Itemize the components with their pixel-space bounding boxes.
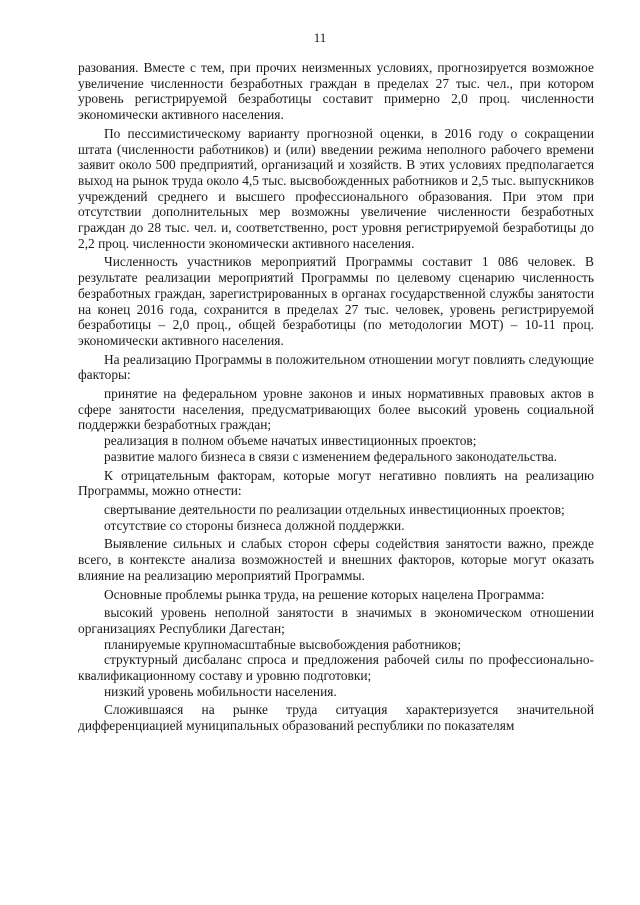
paragraph: Выявление сильных и слабых сторон сферы содействия занятости важно, прежде всего, в контексте анализа возможностей и внешних факторов, которые могут оказать влияние на реализацию мероприятий Программы.	[78, 536, 594, 583]
text-body	[78, 60, 594, 734]
paragraph: разования. Вместе с тем, при прочих неизменных условиях, прогнозируется возможное увеличение численности безработных граждан в пределах 27 тыс. чел., при котором уровень регистрируемой безработицы составит примерно 2,0 проц. численности экономически активного населения.	[78, 60, 594, 123]
paragraph: Сложившаяся на рынке труда ситуация характеризуется значительной дифференциацией муниципальных образований республики по показателям	[78, 702, 594, 734]
page-number: 11	[313, 30, 327, 45]
list-item: отсутствие со стороны бизнеса должной поддержки.	[104, 517, 405, 533]
list-item: высокий уровень неполной занятости в значимых в экономическом отношении организациях Республики Дагестан;	[78, 605, 594, 636]
list-item: структурный дисбаланс спроса и предложения рабочей силы по профессионально-квалификационному составу и уровню подготовки;	[78, 652, 594, 684]
paragraph: Численность участников мероприятий Программы составит 1 086 человек. В результате реализации мероприятий Программы по целевому сценарию численность безработных граждан, зарегистрированных в органах государственной службы занятости на конец 2016 года, сохранится в пределах 27 тыс. человек, уровень регистрируемой безработицы – 2,0 проц., общей безработицы (по методологии МОТ) – 10-11 проц. экономически активного населения.	[78, 254, 594, 348]
list-item: планируемые крупномасштабные высвобождения работников;	[104, 636, 462, 652]
paragraph: На реализацию Программы в положительном отношении могут повлиять следующие факторы:	[78, 351, 594, 383]
paragraph: По пессимистическому варианту прогнозной оценки, в 2016 году о сокращении штата (численности работников) и (или) введении режима неполного рабочего времени заявит около 500 предприятий, организаций и хозяйств. В этих условиях предполагается выход на рынок труда около 4,5 тыс. высвобожденных работников и 2,5 тыс. выпускников учреждений среднего и высшего профессионального образования. При этом при отсутствии дополнительных мер возможны увеличение численности безработных граждан до 28 тыс. чел. и, соответственно, рост уровня регистрируемой безработицы до 2,2 проц. численности экономически активного населения.	[78, 125, 594, 251]
list-item: принятие на федеральном уровне законов и иных нормативных правовых актов в сфере занятости населения, предусматривающих более высокий уровень социальной поддержки безработных граждан;	[78, 386, 594, 433]
list-item: свертывание деятельности по реализации отдельных инвестиционных проектов;	[104, 501, 565, 517]
paragraph: К отрицательным факторам, которые могут негативно повлиять на реализацию Программы, можно отнести:	[78, 467, 594, 499]
list-item: низкий уровень мобильности населения.	[104, 683, 337, 699]
list-item: реализация в полном объеме начатых инвестиционных проектов;	[104, 433, 477, 449]
list-item: развитие малого бизнеса в связи с изменением федерального законодательства.	[104, 448, 558, 464]
paragraph: Основные проблемы рынка труда, на решение которых нацелена Программа:	[104, 586, 545, 602]
